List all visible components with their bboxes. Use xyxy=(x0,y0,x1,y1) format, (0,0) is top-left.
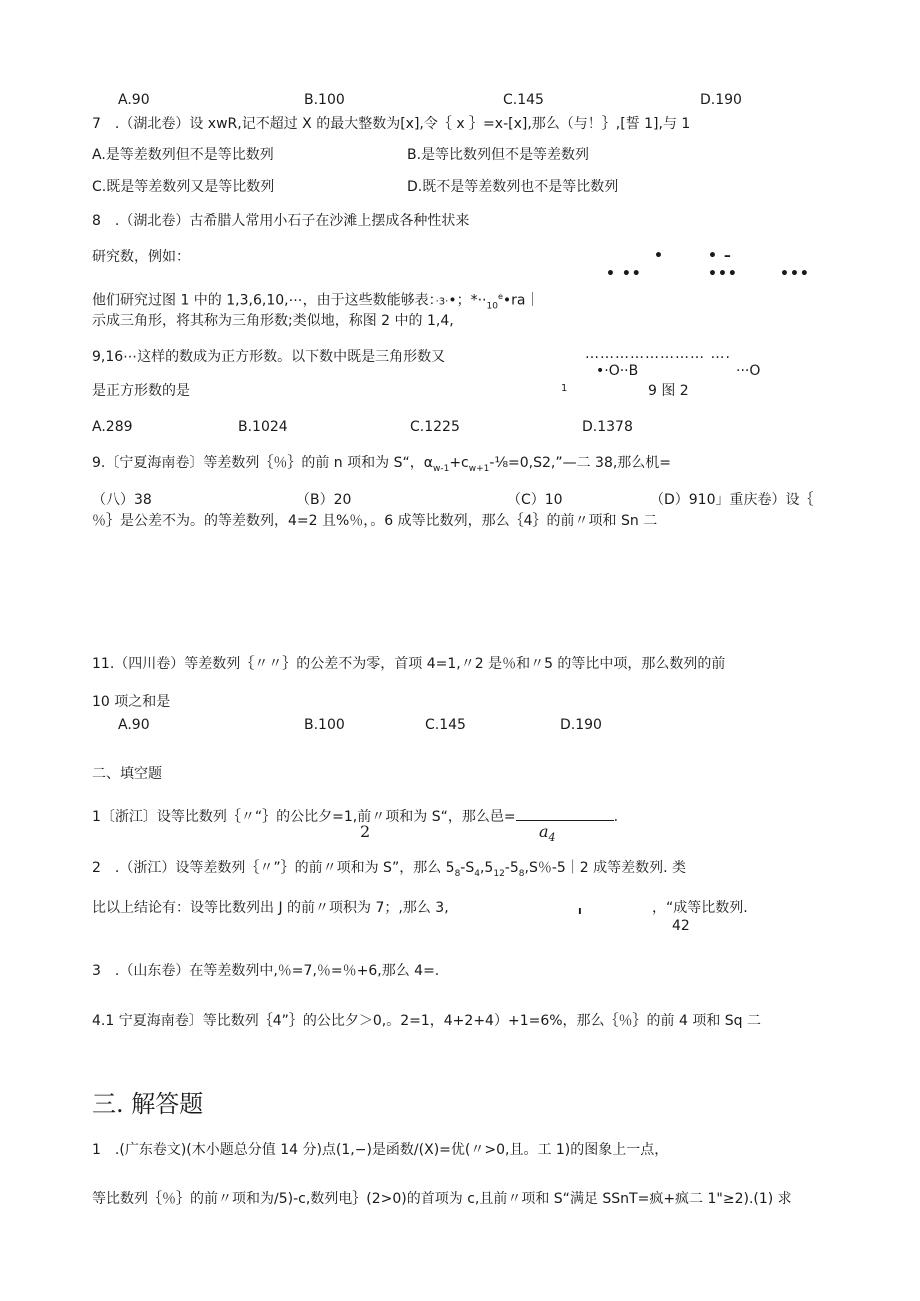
fill2-m1: -S xyxy=(460,860,475,876)
q10-line: ％｝是公差不为。的等差数列，4=2 且%％，。6 成等比数列，那么｛4｝的前〃项和 Sn 二 xyxy=(92,513,658,529)
q8-line1: 8 .（湖北卷）古希腊人常用小石子在沙滩上摆成各种性状来 xyxy=(92,213,470,229)
q9-option-b: （B）20 xyxy=(296,492,352,508)
q8-line4: 示成三角形，将其称为三角形数;类似地，称图 2 中的 1,4, xyxy=(92,313,454,329)
q9-stem-a: 9.〔宁夏海南卷〕等差数列｛％｝的前 n 项和为 S“， xyxy=(92,455,424,471)
fig1-dots-bottom-2: ••• xyxy=(708,266,738,282)
fill1-numerator: 2 xyxy=(360,822,371,841)
fig2-label-b: ···O xyxy=(736,363,761,379)
fig2-dotted-row: …………………… …. xyxy=(585,346,731,362)
q8-line3-tail-b: •；*·· xyxy=(448,292,487,309)
fill2-m4: ,S％-5｜2 成等差数列. 类 xyxy=(524,860,687,876)
q9-stem xyxy=(92,455,671,475)
fig1-dots-bottom-1: • •• xyxy=(606,266,642,282)
q11-option-d: D.190 xyxy=(560,717,602,733)
fig1-caption: 1 xyxy=(561,383,568,394)
q9-stem-c: -⅛=0,S2,”—二 38,那么机= xyxy=(489,455,672,471)
q7-option-c: C.既是等差数列又是等比数列 xyxy=(92,179,275,195)
q7-option-d: D.既不是等差数列也不是等比数列 xyxy=(407,179,619,195)
q8-line2: 研究数，例如： xyxy=(92,249,190,265)
section2-title: 二、填空题 xyxy=(92,766,162,782)
q6-option-c: C.145 xyxy=(503,92,544,108)
q9-option-c: （C）10 xyxy=(507,492,563,508)
solve1-line1: 1 .(广东卷文)(木小题总分值 14 分)点(1,−)是函数/(X)=优(〃>0,且。工 1)的图象上一点， xyxy=(92,1142,669,1158)
q6-option-d: D.190 xyxy=(700,92,742,108)
fill1-denominator xyxy=(539,822,556,844)
q11-option-c: C.145 xyxy=(425,717,466,733)
fill3: 3 .（山东卷）在等差数列中,％=7,％=％+6,那么 4=. xyxy=(92,963,440,979)
fill2-line1 xyxy=(92,860,686,880)
q8-line3-tail-a: ·3· xyxy=(435,296,449,308)
fill1-text: 1〔浙江〕设等比数列｛〃“｝的公比夕=1,前〃项和为 S“，那么邑= xyxy=(92,809,516,825)
fill2-m2: ,5 xyxy=(479,860,494,876)
q11-option-a: A.90 xyxy=(118,717,150,733)
q9-stem-b: +c xyxy=(449,455,469,471)
q8-line3 xyxy=(92,292,539,312)
fill2-sub2: 4 xyxy=(474,868,480,879)
solve1-line2: 等比数列｛％｝的前〃项和为∕5)-c,数列电｝(2>0)的首项为 c,且前〃项和 S“满足 SSnT=疯+疯二 1"≥2).(1) 求 xyxy=(92,1191,792,1207)
q8-option-b: B.1024 xyxy=(238,419,288,435)
fig2-label-a: •·O··B xyxy=(596,363,639,379)
q8-line5: 9,16⋯这样的数成为正方形数。以下数中既是三角形数又 xyxy=(92,349,446,365)
q8-line3-tail-c: e xyxy=(497,292,503,301)
fill1-end: . xyxy=(613,809,619,825)
section3-title: 三. 解答题 xyxy=(92,1090,204,1118)
q11-line1: 11.（四川卷）等差数列｛〃〃｝的公差不为零，首项 4=1,〃2 是％和〃5 的等比中项，那么数列的前 xyxy=(92,656,726,672)
fill2-line1-text: 2 .（浙江）设等差数列｛〃”｝的前〃项和为 S”，那么 5 xyxy=(92,860,455,876)
fill2-mid-mark: ı xyxy=(578,904,582,917)
q11-line2: 10 项之和是 xyxy=(92,694,171,710)
fill2-sub1: 8 xyxy=(454,868,461,879)
q8-option-d: D.1378 xyxy=(582,419,633,435)
fill2-sub4: 8 xyxy=(518,868,525,879)
fill2-fraction: 42 xyxy=(672,918,690,934)
q7-option-a: A.是等差数列但不是等比数列 xyxy=(92,147,274,163)
q9-stem-sub1: w-1 xyxy=(432,463,450,474)
q8-line3-tail-d: •ra｜ xyxy=(502,292,540,309)
fill2-line2: 比以上结论有：设等比数列出 J 的前〃项积为 7；,那么 3, xyxy=(92,900,449,916)
fill2-sub3: 12 xyxy=(493,868,505,879)
q9-option-a: （八）38 xyxy=(92,492,152,508)
fill2-end: ，“成等比数列. xyxy=(652,900,748,916)
q8-option-a: A.289 xyxy=(92,419,133,435)
fig1-dots-top-1: • xyxy=(654,248,664,264)
fill1-denominator-sub: 4 xyxy=(548,831,556,845)
fill1-blank xyxy=(516,806,614,821)
q6-option-a: A.90 xyxy=(118,92,150,108)
q7-stem: 7 .（湖北卷）设 xwR,记不超过 X 的最大整数为[x],令｛ x ｝=x-[x],那么（与！｝,[誓 1],与 1 xyxy=(92,116,691,132)
q7-option-b: B.是等比数列但不是等差数列 xyxy=(407,147,590,163)
fig1-dots-top-2: • – xyxy=(708,248,732,264)
fill1-denominator-a: a xyxy=(539,822,549,841)
q9-stem-alpha: α xyxy=(423,455,433,471)
q6-option-b: B.100 xyxy=(304,92,345,108)
q9-option-d: （D）910」重庆卷）设｛ xyxy=(650,492,814,508)
q8-line3-text: 他们研究过图 1 中的 1,3,6,10,⋯，由于这些数能够表： xyxy=(92,292,436,309)
q8-line6: 是正方形数的是 xyxy=(92,383,190,399)
fill2-m3: -5 xyxy=(504,860,519,876)
q8-line3-tail-sub: 10 xyxy=(486,301,498,312)
q8-option-c: C.1225 xyxy=(410,419,460,435)
fill4: 4.1 宁夏海南卷〕等比数列｛4”｝的公比夕＞0,。2=1，4+2+4）+1=6%，那么｛％｝的前 4 项和 Sq 二 xyxy=(92,1013,762,1029)
fig1-dots-bottom-3: ••• xyxy=(780,266,810,282)
q9-stem-sub2: w+1 xyxy=(468,463,490,474)
q11-option-b: B.100 xyxy=(304,717,345,733)
fig2-caption: 9 图 2 xyxy=(648,383,689,399)
